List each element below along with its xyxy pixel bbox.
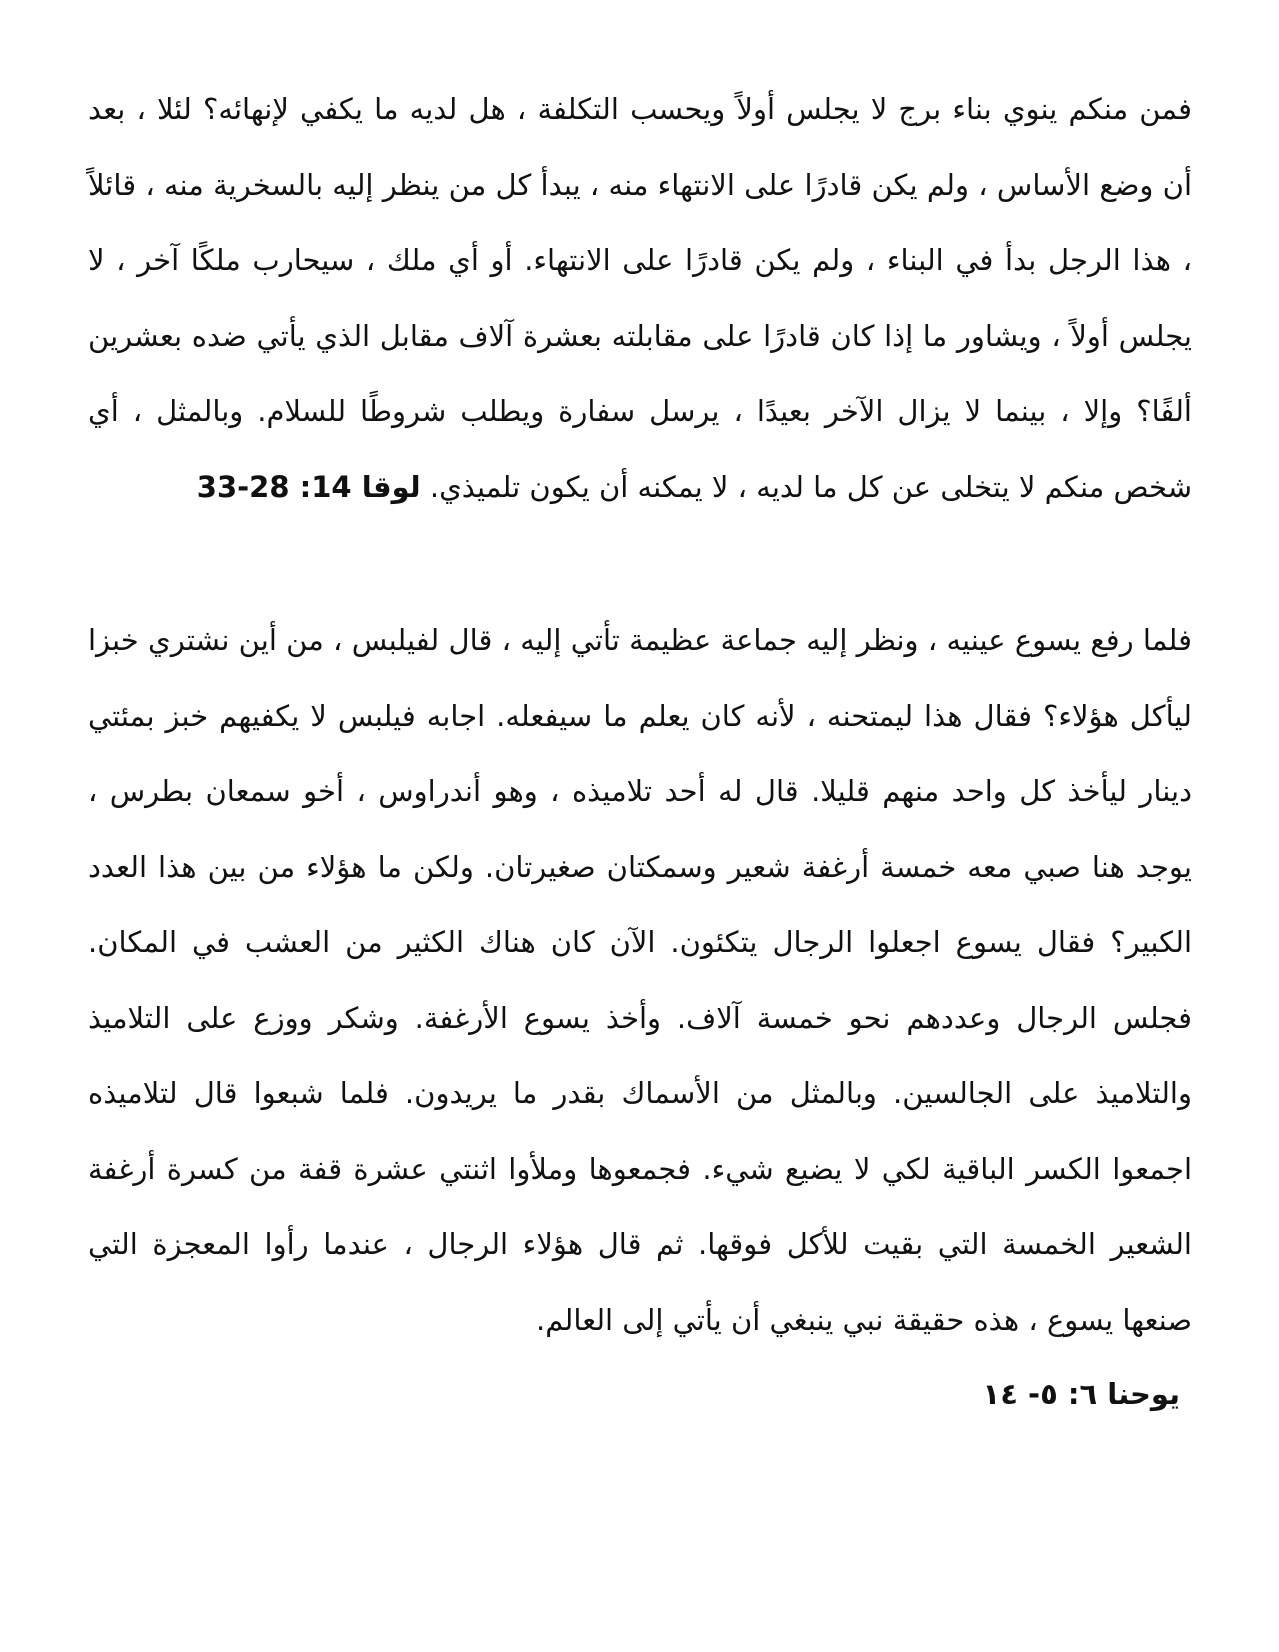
passage-john-text: فلما رفع يسوع عينيه ، ونظر إليه جماعة عظيمة تأتي إليه ، قال لفيلبس ، من أين نشتري خبزا ليأكل هؤلاء؟ فقال هذا ليمتحنه ، لأنه كان يعلم ما سيفعله. اجابه فيلبس لا يكفيهم خبز بمئتي دينار ليأخذ كل واحد منهم قليلا. قال له أحد تلاميذه ، وهو أندراوس ، أخو سمعان بطرس ، يوجد هنا صبي معه خمسة أرغفة شعير وسمكتان صغيرتان. ولكن ما هؤلاء من بين هذا العدد الكبير؟ فقال يسوع اجعلوا الرجال يتكئون. الآن كان هناك الكثير من العشب في المكان. فجلس الرجال وعددهم نحو خمسة آلاف. وأخذ يسوع الأرغفة. وشكر ووزع على التلاميذ والتلاميذ على الجالسين. وبالمثل من الأسماك بقدر ما يريدون. فلما شبعوا قال لتلاميذه اجمعوا الكسر الباقية لكي لا يضيع شيء. فجمعوها وملأوا اثنتي عشرة قفة من كسرة أرغفة الشعير الخمسة التي بقيت للأكل فوقها. ثم قال هؤلاء الرجال ، عندما رأوا المعجزة التي صنعها يسوع ، هذه حقيقة نبي ينبغي أن يأتي إلى العالم.	[88, 623, 1192, 1337]
passage-luke-reference: لوقا 14: 28-33	[196, 469, 421, 504]
passage-luke	[88, 72, 1192, 525]
passage-john	[88, 603, 1192, 1358]
passage-john-reference: يوحنا ٦: ٥- ١٤	[982, 1377, 1180, 1411]
passage-luke-text: فمن منكم ينوي بناء برج لا يجلس أولاً ويحسب التكلفة ، هل لديه ما يكفي لإنهائه؟ لئلا ، بعد أن وضع الأساس ، ولم يكن قادرًا على الانتهاء منه ، يبدأ كل من ينظر إليه بالسخرية منه ، قائلاً ، هذا الرجل بدأ في البناء ، ولم يكن قادرًا على الانتهاء. أو أي ملك ، سيحارب ملكًا آخر ، لا يجلس أولاً ، ويشاور ما إذا كان قادرًا على مقابلته بعشرة آلاف مقابل الذي يأتي ضده بعشرين ألفًا؟ وإلا ، بينما لا يزال الآخر بعيدًا ، يرسل سفارة ويطلب شروطًا للسلام. وبالمثل ، أي شخص منكم لا يتخلى عن كل ما لديه ، لا يمكنه أن يكون تلميذي.	[88, 92, 1192, 504]
document-page	[88, 72, 1192, 1424]
